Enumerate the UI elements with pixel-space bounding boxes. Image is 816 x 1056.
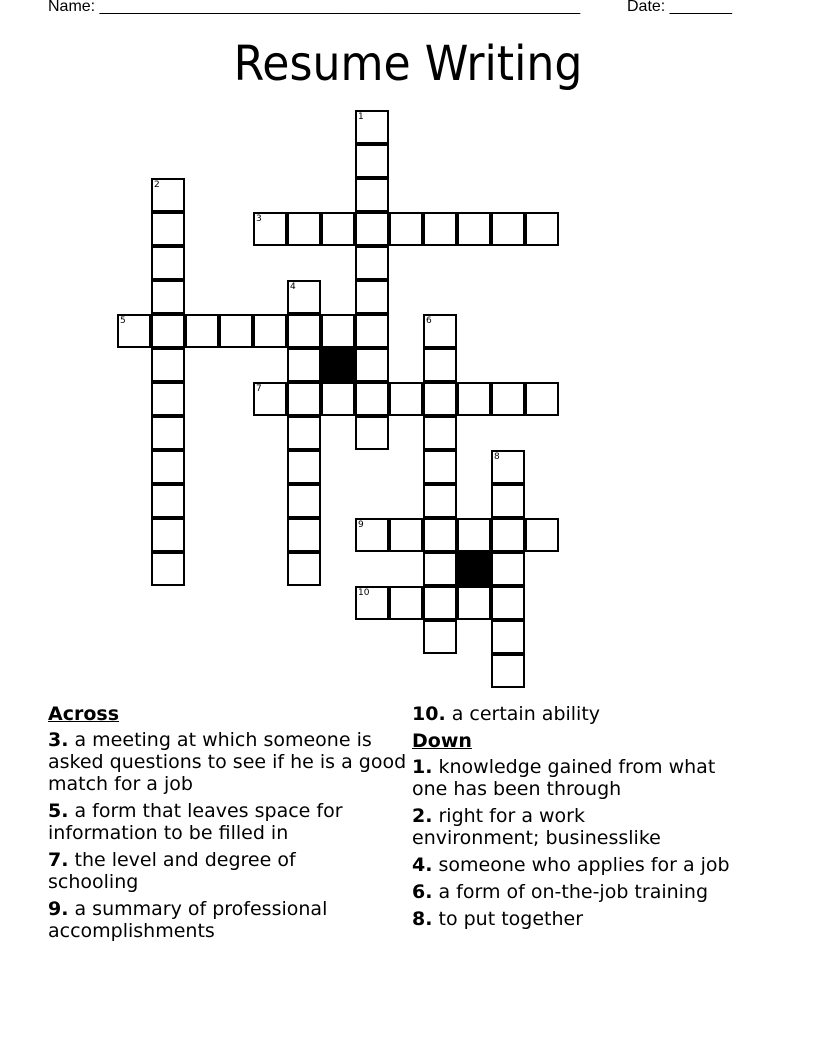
grid-cell[interactable] — [423, 552, 457, 586]
cell-number: 4 — [290, 282, 296, 292]
grid-cell[interactable] — [525, 212, 559, 246]
grid-cell[interactable] — [457, 382, 491, 416]
grid-cell[interactable] — [151, 246, 185, 280]
page-title: Resume Writing — [233, 36, 583, 92]
date-field-label: Date: _______ — [627, 0, 732, 15]
grid-cell[interactable] — [185, 314, 219, 348]
grid-cell[interactable] — [355, 178, 389, 212]
grid-cell[interactable] — [151, 450, 185, 484]
cell-number: 6 — [426, 316, 432, 326]
cell-number: 10 — [358, 588, 370, 598]
grid-cell[interactable] — [321, 382, 355, 416]
grid-cell[interactable] — [389, 212, 423, 246]
grid-cell[interactable] — [423, 484, 457, 518]
grid-cell[interactable] — [287, 348, 321, 382]
grid-cell[interactable] — [389, 518, 423, 552]
grid-cell[interactable] — [355, 518, 389, 552]
clue-text: a form of on-the-job training — [432, 881, 709, 903]
grid-cell[interactable] — [423, 382, 457, 416]
down-heading: Down — [412, 730, 472, 752]
grid-cell[interactable] — [151, 314, 185, 348]
grid-cell[interactable] — [355, 110, 389, 144]
clue-number: 1. — [412, 756, 433, 778]
grid-cell[interactable] — [253, 382, 287, 416]
grid-cell[interactable] — [151, 484, 185, 518]
grid-cell[interactable] — [355, 416, 389, 450]
across-heading: Across — [48, 703, 120, 725]
clues-left-column — [48, 703, 408, 947]
clue-down-2 — [412, 805, 712, 849]
grid-cell[interactable] — [355, 144, 389, 178]
clue-across-10 — [412, 703, 752, 725]
grid-cell[interactable] — [253, 314, 287, 348]
grid-cell[interactable] — [287, 314, 321, 348]
grid-cell[interactable] — [117, 314, 151, 348]
grid-cell[interactable] — [287, 416, 321, 450]
clue-down-4 — [412, 854, 732, 876]
grid-cell[interactable] — [287, 552, 321, 586]
grid-cell[interactable] — [355, 246, 389, 280]
black-cell — [321, 348, 355, 382]
grid-cell[interactable] — [151, 280, 185, 314]
clue-across-7 — [48, 849, 338, 893]
cell-number: 2 — [154, 180, 160, 190]
grid-cell[interactable] — [423, 314, 457, 348]
clues-right-column — [412, 703, 752, 935]
clue-number: 4. — [412, 854, 433, 876]
clue-number: 8. — [412, 908, 433, 930]
grid-cell[interactable] — [389, 586, 423, 620]
cell-number: 7 — [256, 384, 262, 394]
cell-number: 3 — [256, 214, 262, 224]
grid-cell[interactable] — [151, 552, 185, 586]
clue-number: 7. — [48, 849, 69, 871]
clue-across-9 — [48, 898, 358, 942]
grid-cell[interactable] — [525, 518, 559, 552]
grid-cell[interactable] — [423, 450, 457, 484]
clue-number: 2. — [412, 805, 433, 827]
grid-cell[interactable] — [151, 518, 185, 552]
grid-cell[interactable] — [491, 620, 525, 654]
grid-cell[interactable] — [355, 212, 389, 246]
black-cell — [457, 552, 491, 586]
grid-cell[interactable] — [151, 348, 185, 382]
clue-text: right for a work environment; businesslike — [412, 805, 661, 849]
grid-cell[interactable] — [423, 348, 457, 382]
grid-cell[interactable] — [253, 212, 287, 246]
cell-number: 1 — [358, 112, 364, 122]
clue-across-3 — [48, 729, 408, 795]
grid-cell[interactable] — [423, 586, 457, 620]
grid-cell[interactable] — [423, 518, 457, 552]
grid-cell[interactable] — [491, 450, 525, 484]
grid-cell[interactable] — [423, 416, 457, 450]
clue-text: to put together — [432, 908, 584, 930]
grid-cell[interactable] — [491, 484, 525, 518]
grid-cell[interactable] — [491, 552, 525, 586]
grid-cell[interactable] — [151, 382, 185, 416]
grid-cell[interactable] — [287, 382, 321, 416]
clue-down-8 — [412, 908, 752, 930]
grid-cell[interactable] — [423, 212, 457, 246]
clue-number: 10. — [412, 703, 446, 725]
grid-cell[interactable] — [457, 212, 491, 246]
grid-cell[interactable] — [457, 518, 491, 552]
clue-number: 9. — [48, 898, 69, 920]
cell-number: 8 — [494, 452, 500, 462]
clue-text: someone who applies for a job — [432, 854, 730, 876]
grid-cell[interactable] — [491, 382, 525, 416]
clue-number: 6. — [412, 881, 433, 903]
clue-text: a summary of professional accomplishments — [48, 898, 328, 942]
grid-cell[interactable] — [355, 314, 389, 348]
cell-number: 9 — [358, 520, 364, 530]
grid-cell[interactable] — [389, 382, 423, 416]
clue-down-6 — [412, 881, 752, 903]
grid-cell[interactable] — [355, 382, 389, 416]
grid-cell[interactable] — [219, 314, 253, 348]
grid-cell[interactable] — [287, 280, 321, 314]
clue-across-5 — [48, 800, 408, 844]
clue-text: knowledge gained from what one has been through — [412, 756, 716, 800]
clue-down-1 — [412, 756, 752, 800]
grid-cell[interactable] — [525, 382, 559, 416]
grid-cell[interactable] — [355, 586, 389, 620]
grid-cell[interactable] — [423, 620, 457, 654]
grid-cell[interactable] — [151, 178, 185, 212]
clue-text: the level and degree of schooling — [48, 849, 296, 893]
grid-cell[interactable] — [321, 314, 355, 348]
clue-text: a meeting at which someone is asked questions to see if he is a good match for a job — [48, 729, 407, 795]
grid-cell[interactable] — [287, 450, 321, 484]
grid-cell[interactable] — [457, 586, 491, 620]
grid-cell[interactable] — [287, 212, 321, 246]
name-field-label: Name: ______________________________________________________ — [48, 0, 581, 15]
cell-number: 5 — [120, 316, 126, 326]
clue-text: a certain ability — [445, 703, 601, 725]
clue-number: 3. — [48, 729, 69, 751]
grid-cell[interactable] — [355, 348, 389, 382]
grid-cell[interactable] — [491, 212, 525, 246]
clue-text: a form that leaves space for information to be filled in — [48, 800, 343, 844]
grid-cell[interactable] — [491, 654, 525, 688]
grid-cell[interactable] — [287, 518, 321, 552]
grid-cell[interactable] — [151, 416, 185, 450]
grid-cell[interactable] — [491, 518, 525, 552]
grid-cell[interactable] — [287, 484, 321, 518]
grid-cell[interactable] — [321, 212, 355, 246]
grid-cell[interactable] — [151, 212, 185, 246]
grid-cell[interactable] — [491, 586, 525, 620]
grid-cell[interactable] — [355, 280, 389, 314]
clue-number: 5. — [48, 800, 69, 822]
